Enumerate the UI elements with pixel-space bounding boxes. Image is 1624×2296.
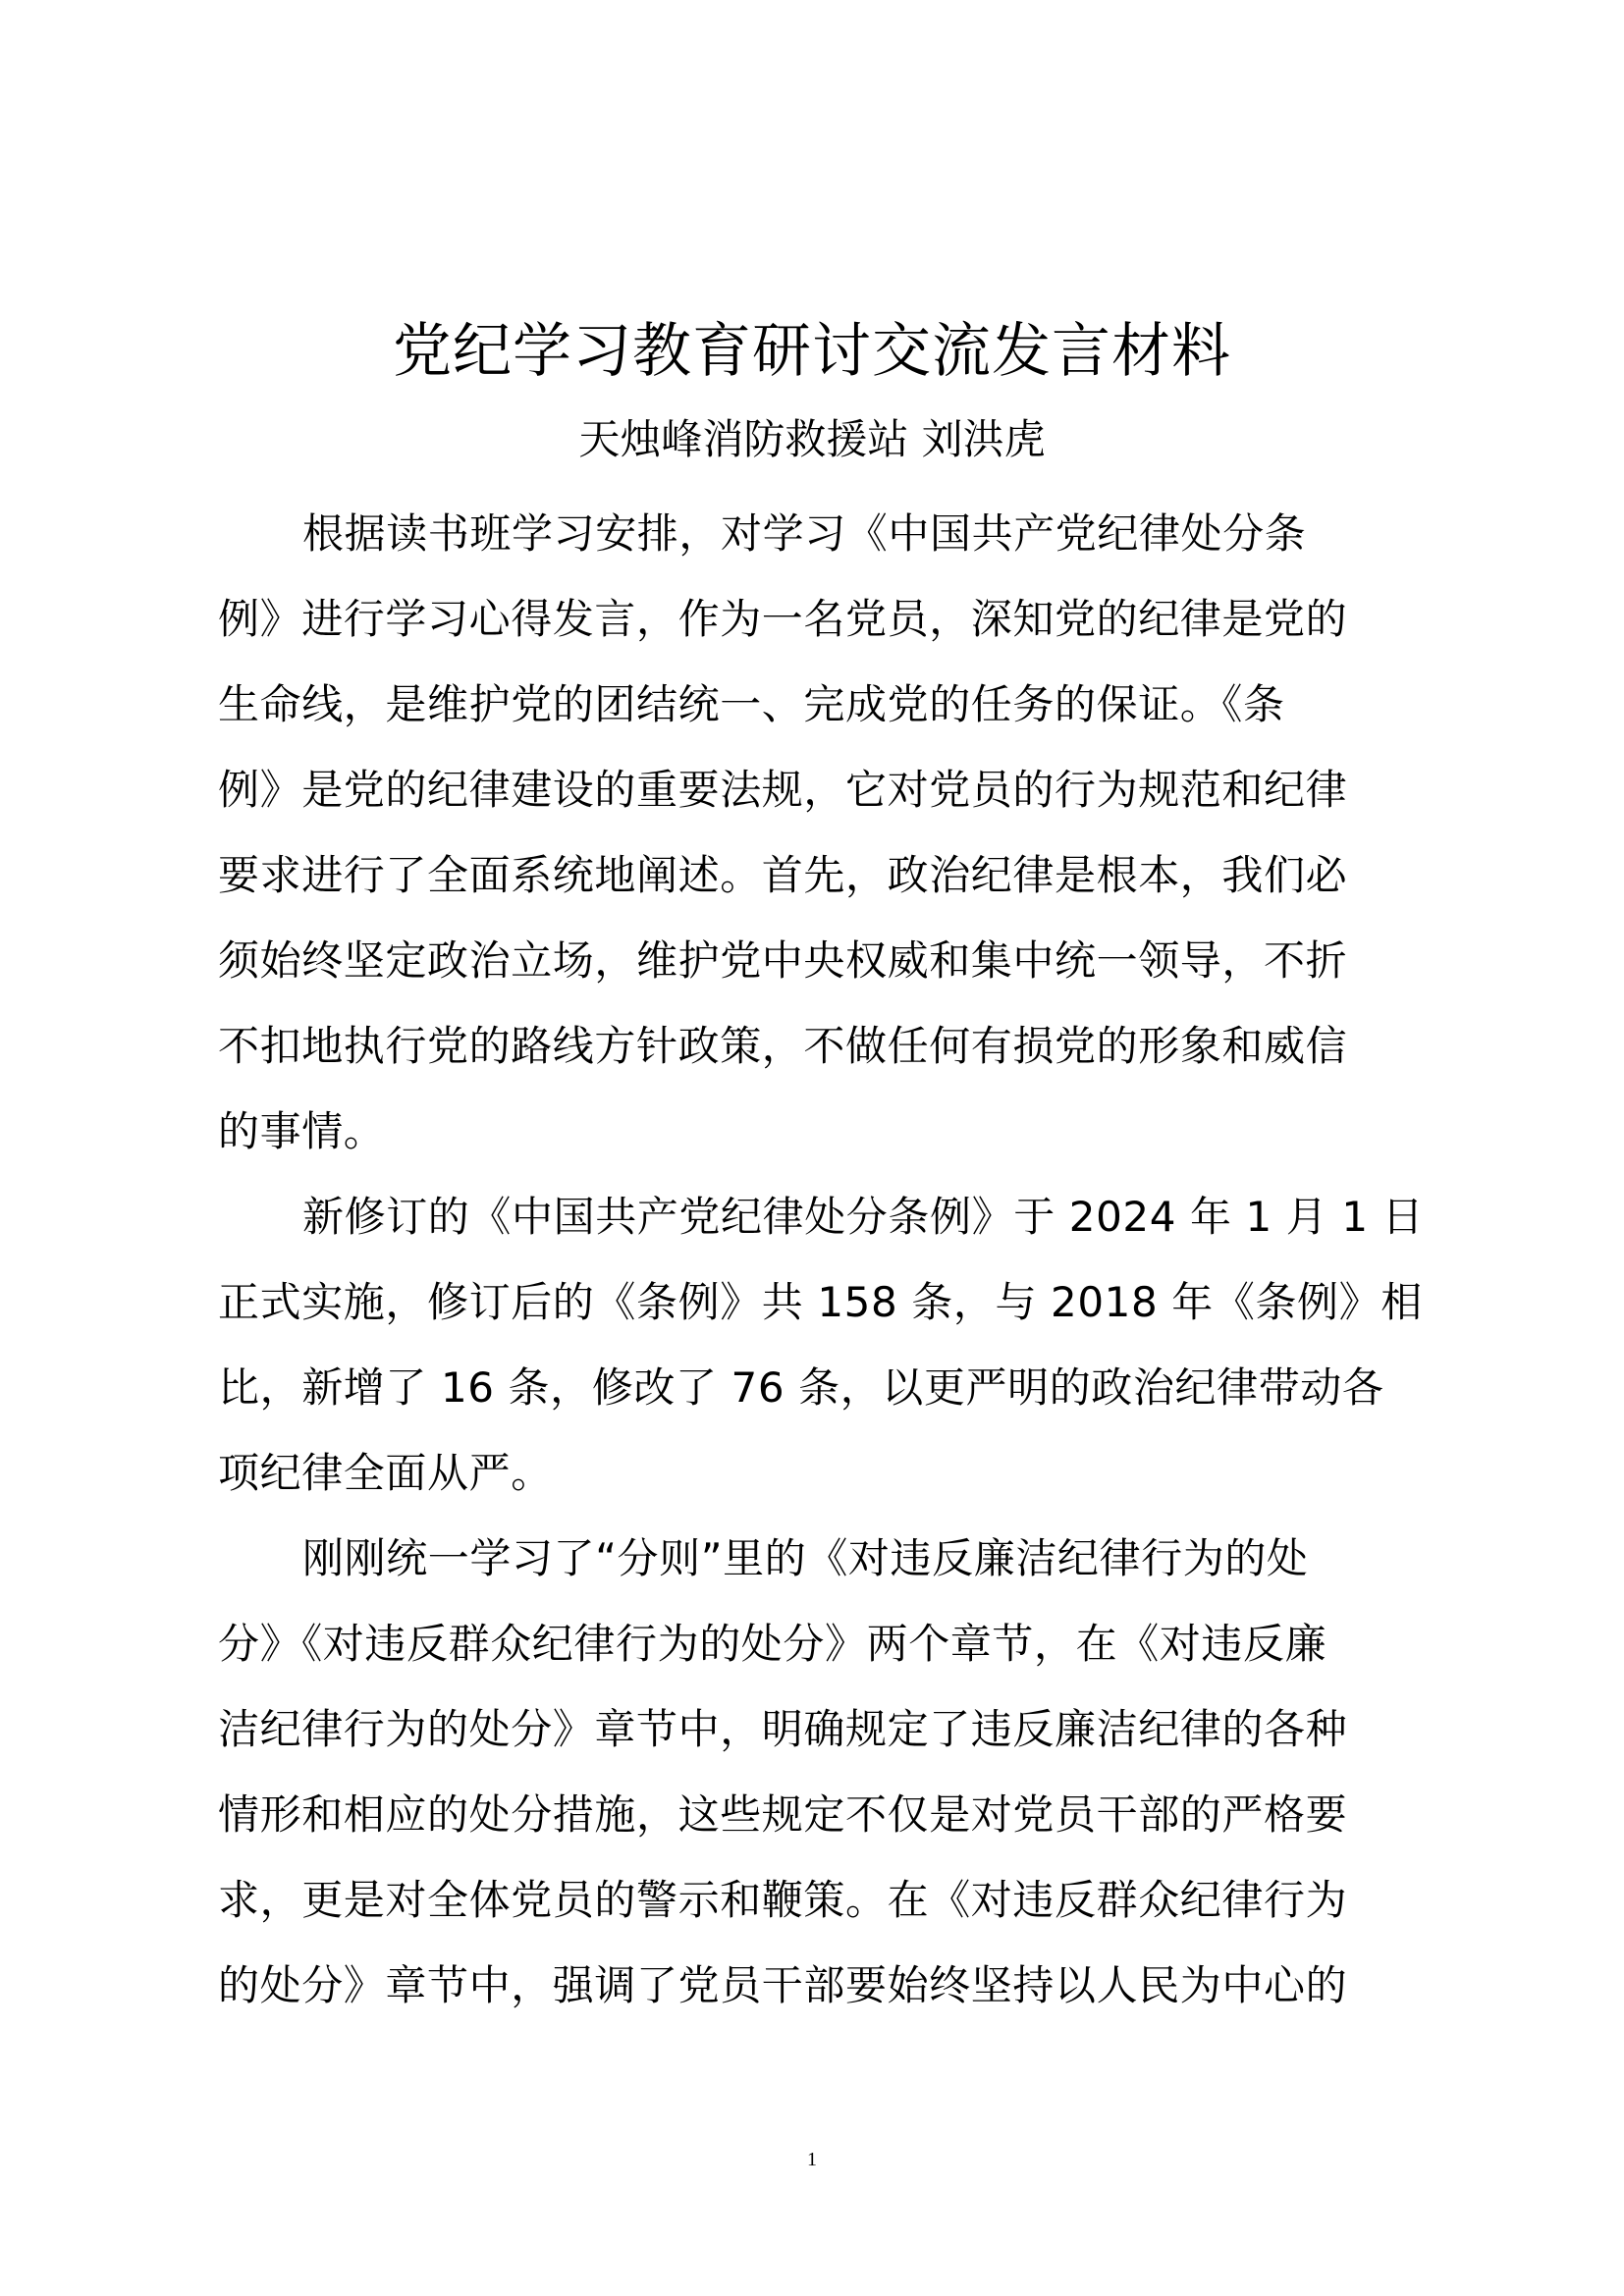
page-number: 1 bbox=[807, 2149, 817, 2170]
paragraph-line: 根据读书班学习安排，对学习《中国共产党纪律处分条 bbox=[302, 509, 1307, 558]
paragraph-3 bbox=[218, 1516, 1396, 2028]
paragraph-line: 刚刚统一学习了“分则”里的《对违反廉洁纪律行为的处 bbox=[302, 1534, 1309, 1582]
paragraph-line: 分》《对违反群众纪律行为的处分》两个章节，在《对违反廉 bbox=[218, 1620, 1327, 1668]
paragraph-line: 的处分》章节中，强调了党员干部要始终坚持以人民为中心的 bbox=[218, 1961, 1348, 2009]
paragraph-line: 情形和相应的处分措施，这些规定不仅是对党员干部的严格要 bbox=[218, 1790, 1348, 1839]
paragraph-2 bbox=[218, 1174, 1425, 1516]
author-line: 天烛峰消防救援站 刘洪虎 bbox=[578, 415, 1046, 463]
paragraph-line: 生命线，是维护党的团结统一、完成党的任务的保证。《条 bbox=[218, 680, 1285, 728]
document-body bbox=[218, 491, 1425, 2028]
document-title: 党纪学习教育研讨交流发言材料 bbox=[393, 317, 1231, 386]
paragraph-line: 新修订的《中国共产党纪律处分条例》于 2024 年 1 月 1 日 bbox=[302, 1193, 1425, 1241]
paragraph-line: 例》是党的纪律建设的重要法规，它对党员的行为规范和纪律 bbox=[218, 766, 1348, 814]
paragraph-line: 不扣地执行党的路线方针政策，不做任何有损党的形象和威信 bbox=[218, 1022, 1348, 1070]
paragraph-line: 比，新增了 16 条，修改了 76 条，以更严明的政治纪律带动各 bbox=[218, 1363, 1384, 1412]
paragraph-line: 正式实施，修订后的《条例》共 158 条，与 2018 年《条例》相 bbox=[218, 1278, 1423, 1326]
paragraph-1 bbox=[218, 491, 1396, 1174]
paragraph-line: 项纪律全面从严。 bbox=[218, 1449, 553, 1497]
paragraph-line: 须始终坚定政治立场，维护党中央权威和集中统一领导，不折 bbox=[218, 936, 1348, 985]
paragraph-line: 的事情。 bbox=[218, 1107, 386, 1155]
paragraph-line: 要求进行了全面系统地阐述。首先，政治纪律是根本，我们必 bbox=[218, 851, 1348, 899]
paragraph-line: 洁纪律行为的处分》章节中，明确规定了违反廉洁纪律的各种 bbox=[218, 1705, 1348, 1753]
paragraph-line: 例》进行学习心得发言，作为一名党员，深知党的纪律是党的 bbox=[218, 595, 1348, 643]
paragraph-line: 求，更是对全体党员的警示和鞭策。在《对违反群众纪律行为 bbox=[218, 1876, 1348, 1924]
